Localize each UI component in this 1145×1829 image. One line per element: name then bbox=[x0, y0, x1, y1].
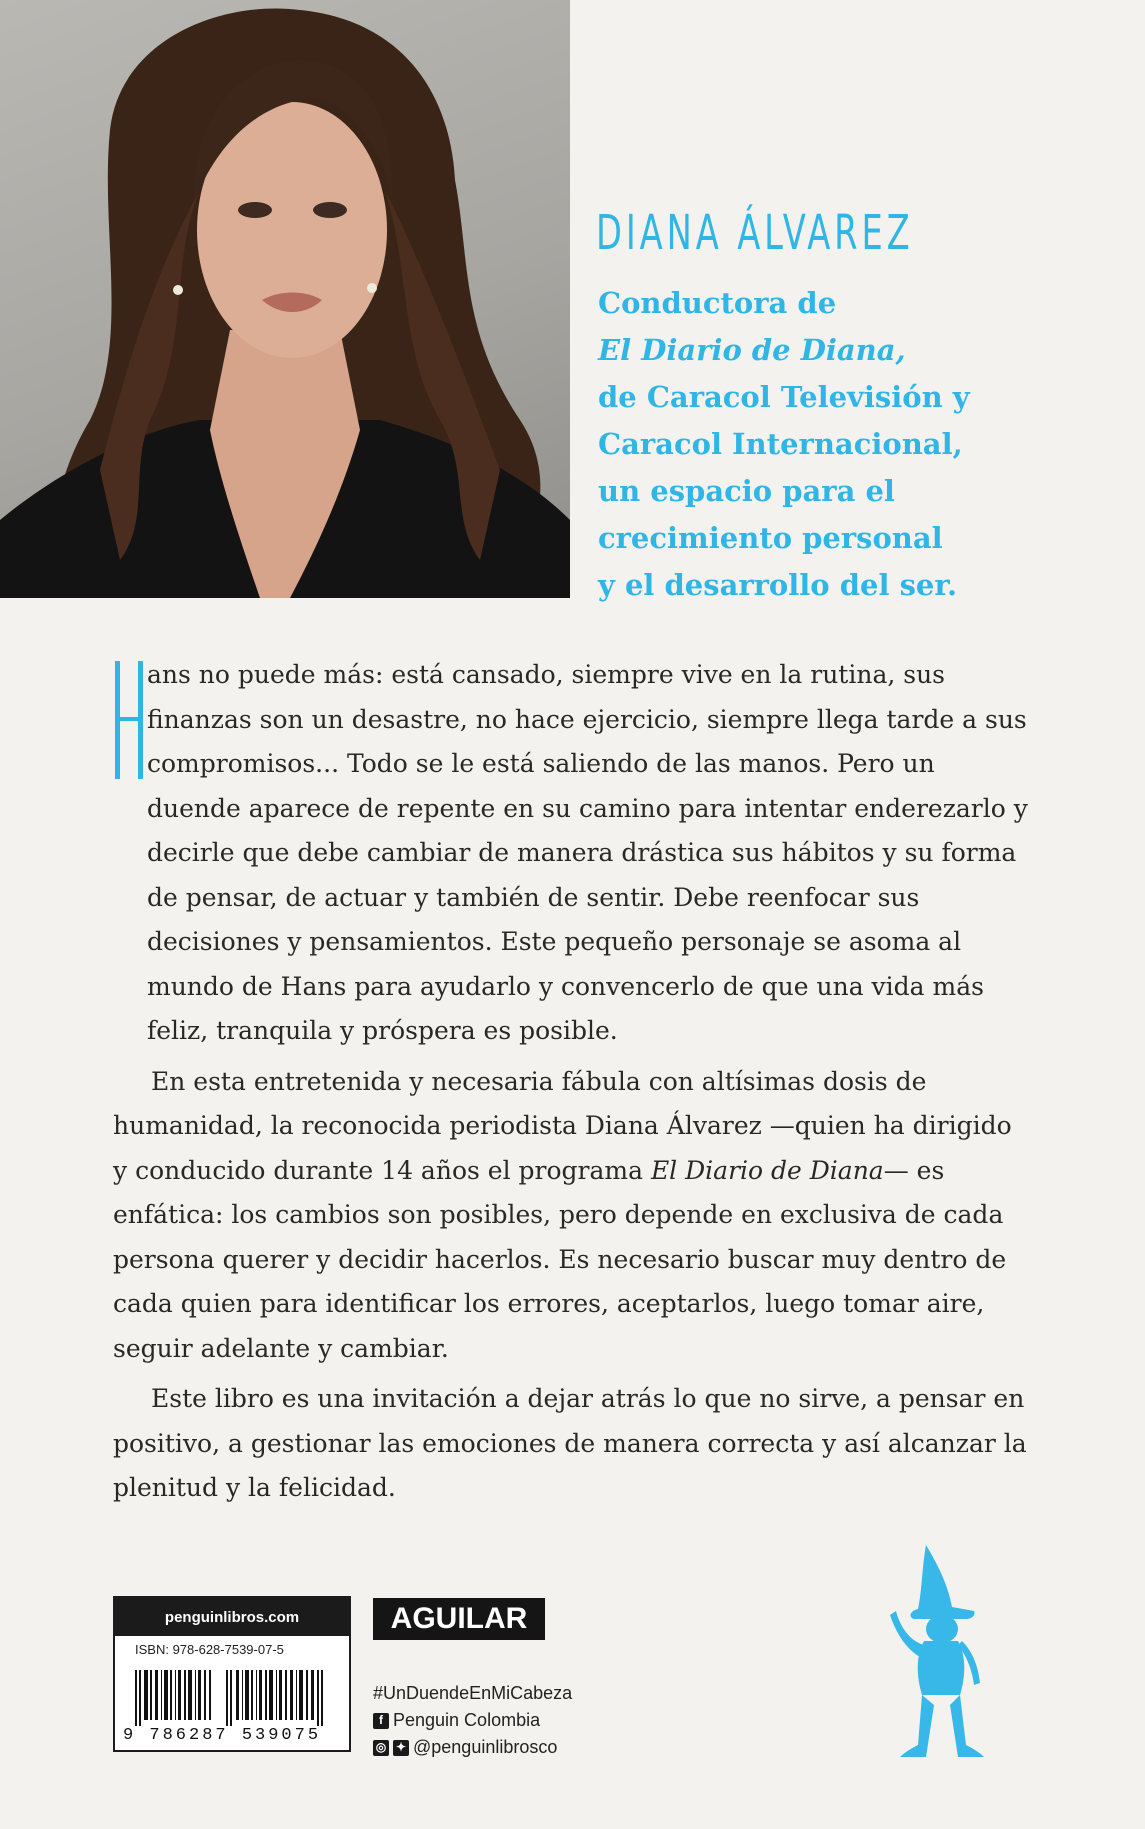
bio-line: Caracol Internacional, bbox=[598, 427, 963, 461]
social-handle-row bbox=[373, 1734, 572, 1761]
paragraph-text: En esta entretenida y necesaria fábula con altísimas dosis de humanidad, la reconocida periodista Diana Álvarez —quien ha dirigido y conducido durante 14 años el programa bbox=[113, 1066, 1012, 1185]
elf-icon bbox=[886, 1545, 1006, 1765]
hashtag-text: #UnDuendeEnMiCabeza bbox=[373, 1683, 573, 1703]
paragraph-text: — es enfática: los cambios son posibles, pero depende en exclusiva de cada persona querer y decidir hacerlos. Es necesario buscar muy dentro de cada quien para identificar los errores, aceptarlos, luego tomar aire, seguir adelante y cambiar. bbox=[113, 1155, 1007, 1363]
author-bio bbox=[598, 280, 1118, 609]
barcode-box bbox=[113, 1596, 351, 1752]
bio-line: un espacio para el bbox=[598, 474, 895, 508]
show-title: El Diario de Diana bbox=[650, 1155, 884, 1185]
barcode-bars bbox=[123, 1670, 341, 1726]
author-name: DIANA ÁLVAREZ bbox=[596, 205, 914, 261]
handle-text: @penguinlibrosco bbox=[413, 1737, 558, 1757]
facebook-text: Penguin Colombia bbox=[393, 1710, 541, 1730]
dropcap-letter: H bbox=[113, 661, 114, 662]
isbn: ISBN: 978-628-7539-07-5 bbox=[135, 1642, 284, 1657]
synopsis bbox=[113, 653, 1033, 1517]
instagram-icon: ◎ bbox=[373, 1740, 389, 1756]
twitter-icon: ✦ bbox=[393, 1740, 409, 1756]
paragraph-text: ans no puede más: está cansado, siempre vive en la rutina, sus finanzas son un desastre, no hace ejercicio, siempre llega tarde a sus compromisos... Todo se le está saliendo de las manos. Pero un duende aparece de repente en su camino para intentar enderezarlo y decirle que debe cambiar de manera drástica sus hábitos y su forma de pensar, de actuar y también de sentir. Debe reenfocar sus decisiones y pensamientos. Este pequeño personaje se asoma al mundo de Hans para ayudarlo y convencerlo de que una vida más feliz, tranquila y próspera es posible. bbox=[147, 660, 1028, 1045]
social-links bbox=[373, 1680, 572, 1761]
publisher-site: penguinlibros.com bbox=[115, 1598, 349, 1636]
hashtag bbox=[373, 1680, 572, 1707]
publisher-logo: AGUILAR bbox=[373, 1598, 545, 1640]
bio-line: crecimiento personal bbox=[598, 521, 943, 555]
bio-line: Conductora de bbox=[598, 286, 837, 320]
facebook-row bbox=[373, 1707, 572, 1734]
dropcap-h bbox=[113, 661, 147, 781]
bio-line: y el desarrollo del ser. bbox=[598, 568, 958, 602]
author-photo bbox=[0, 0, 570, 598]
synopsis-paragraph-2 bbox=[113, 1060, 1033, 1372]
facebook-icon: f bbox=[373, 1713, 389, 1729]
synopsis-paragraph-3 bbox=[113, 1377, 1033, 1511]
barcode-number: 9 786287 539075 bbox=[123, 1726, 322, 1745]
paragraph-text: Este libro es una invitación a dejar atrás lo que no sirve, a pensar en positivo, a gestionar las emociones de manera correcta y así alcanzar la plenitud y la felicidad. bbox=[113, 1384, 1027, 1502]
synopsis-paragraph-1 bbox=[113, 653, 1033, 1054]
bio-line-show-title: El Diario de Diana, bbox=[598, 333, 906, 367]
bio-line: de Caracol Televisión y bbox=[598, 380, 970, 414]
